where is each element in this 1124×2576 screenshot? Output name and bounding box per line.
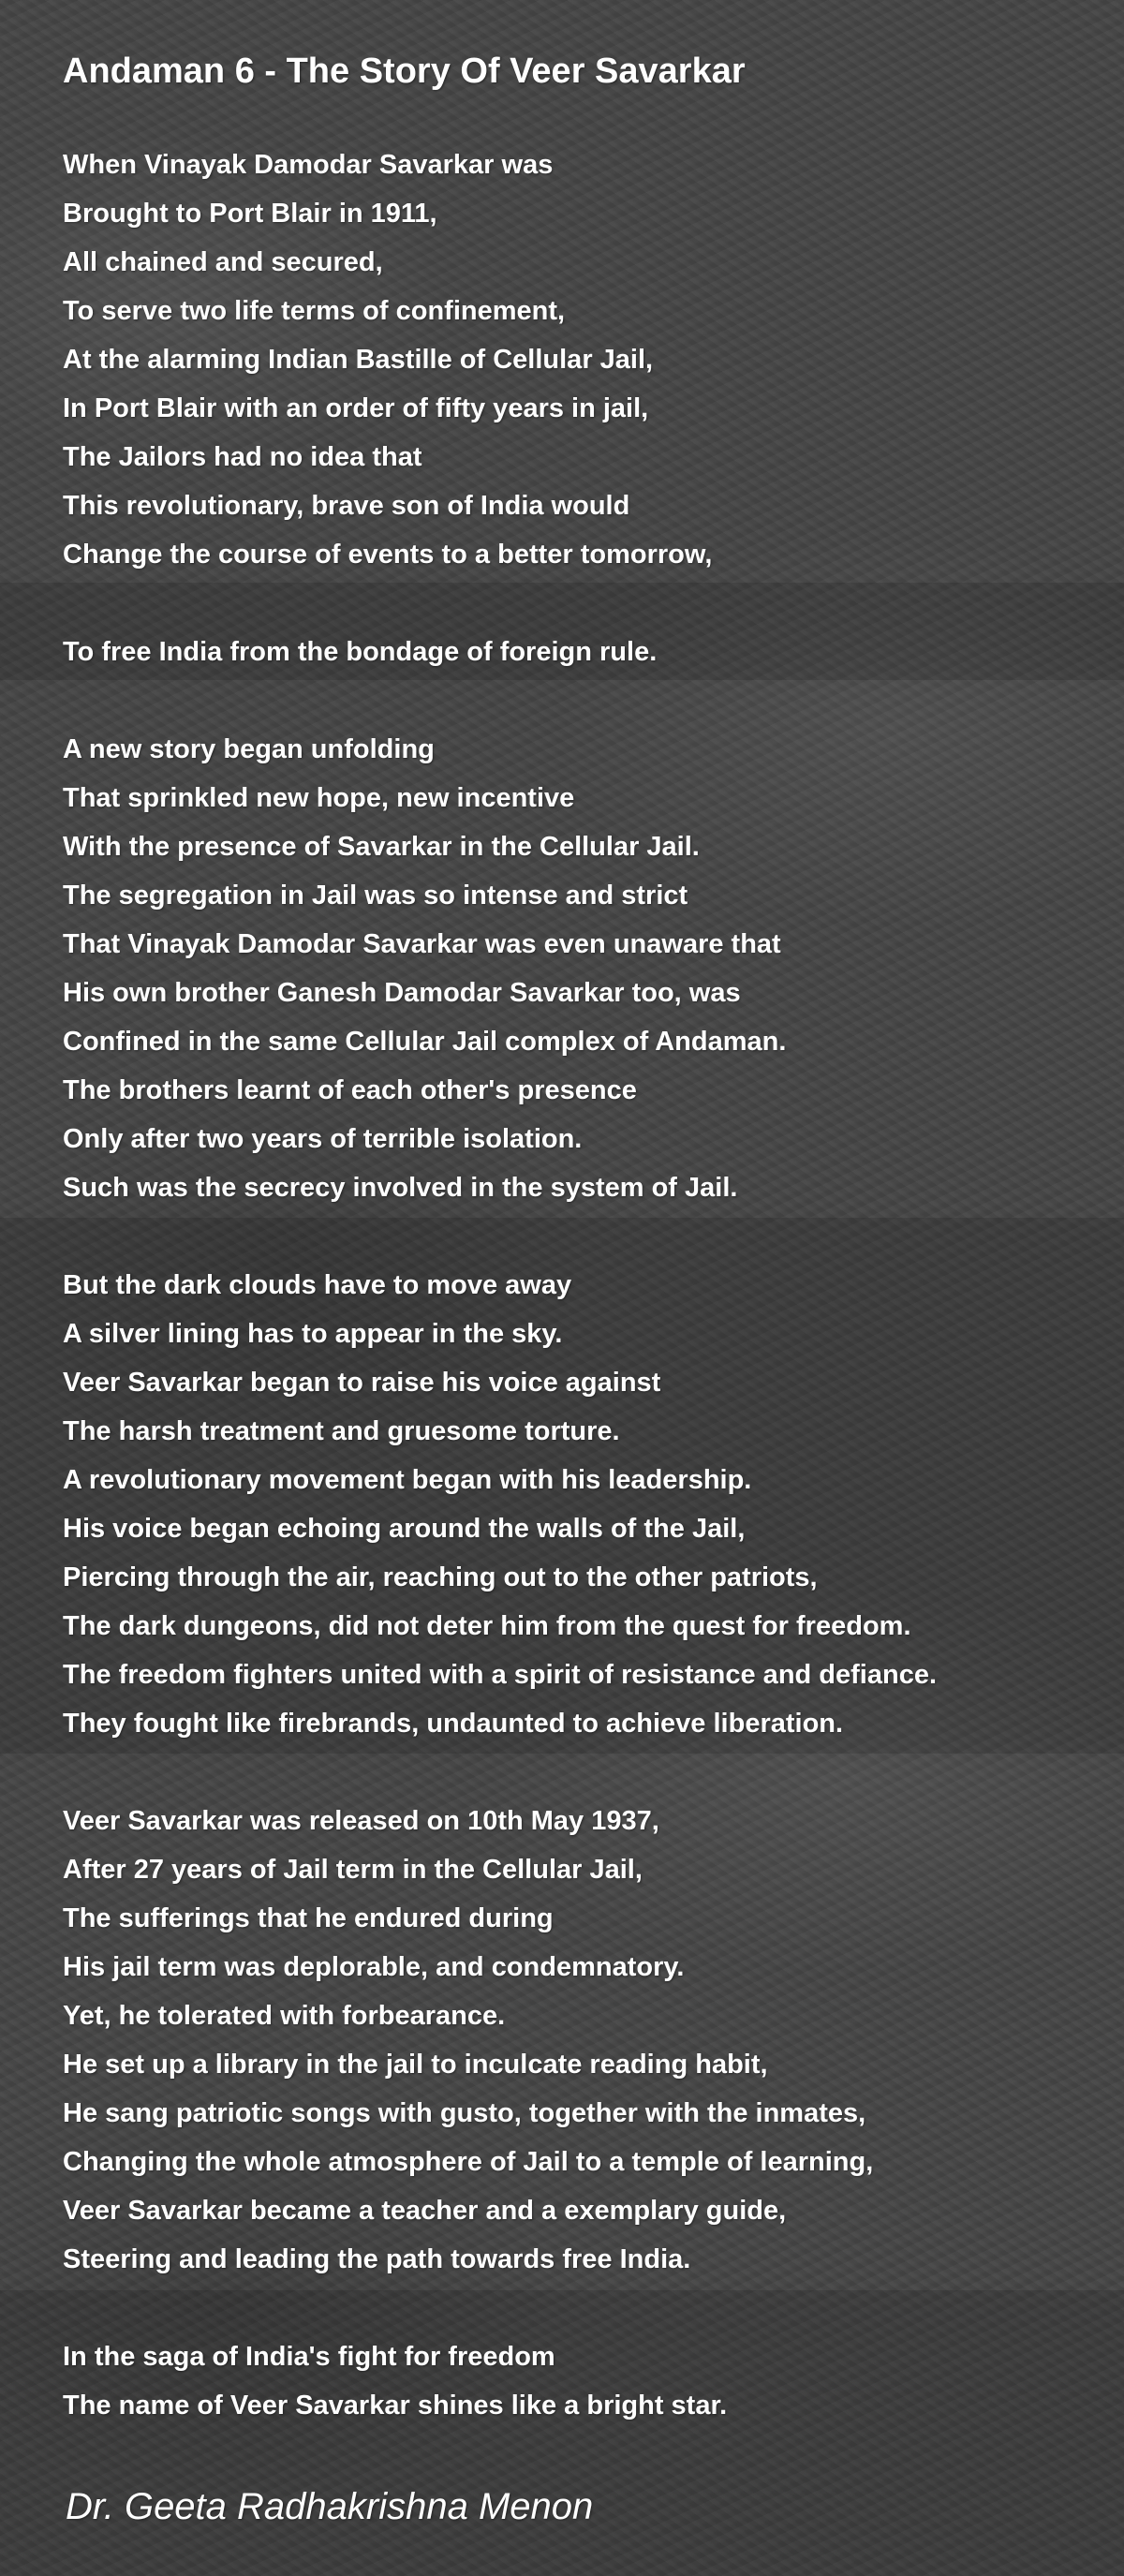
poem-line: All chained and secured, xyxy=(63,247,383,277)
poem-line: He sang patriotic songs with gusto, together with the inmates, xyxy=(63,2098,866,2128)
poem-line: They fought like firebrands, undaunted to achieve liberation. xyxy=(63,1709,844,1739)
poem-line: The freedom fighters united with a spirit of resistance and defiance. xyxy=(63,1660,938,1690)
stanza-gap xyxy=(63,2284,937,2332)
poem-line: The brothers learnt of each other's presence xyxy=(63,1075,637,1105)
poem-line: Veer Savarkar was released on 10th May 1937, xyxy=(63,1806,659,1836)
poem-line: Change the course of events to a better tomorrow, xyxy=(63,540,713,570)
poem-line: Such was the secrecy involved in the system of Jail. xyxy=(63,1173,738,1203)
poem-line: When Vinayak Damodar Savarkar was xyxy=(63,150,554,180)
poem-title: Andaman 6 - The Story Of Veer Savarkar xyxy=(63,52,746,91)
poem-body xyxy=(63,141,937,2430)
poem-line: After 27 years of Jail term in the Cellular Jail, xyxy=(63,1855,643,1885)
poem-line: To free India from the bondage of foreign rule. xyxy=(63,637,658,667)
poem-line: Brought to Port Blair in 1911, xyxy=(63,199,437,229)
poem-line: That Vinayak Damodar Savarkar was even unaware that xyxy=(63,929,781,959)
poem-line: Only after two years of terrible isolation. xyxy=(63,1124,583,1154)
poem-line: He set up a library in the jail to inculcate reading habit, xyxy=(63,2050,768,2080)
poem-line: A revolutionary movement began with his leadership. xyxy=(63,1465,752,1495)
poem-line: In Port Blair with an order of fifty years in jail, xyxy=(63,393,649,423)
poem-line: The Jailors had no idea that xyxy=(63,442,422,472)
poem-line: Confined in the same Cellular Jail complex of Andaman. xyxy=(63,1027,787,1057)
poem-line: Yet, he tolerated with forbearance. xyxy=(63,2001,506,2031)
poem-line: In the saga of India's fight for freedom xyxy=(63,2342,555,2372)
stanza-gap xyxy=(63,676,937,725)
poem-line: A silver lining has to appear in the sky. xyxy=(63,1319,563,1349)
poem-line: With the presence of Savarkar in the Cellular Jail. xyxy=(63,832,700,862)
poem-line: This revolutionary, brave son of India would xyxy=(63,491,630,521)
poem-line: The name of Veer Savarkar shines like a bright star. xyxy=(63,2391,728,2421)
poem-line: The dark dungeons, did not deter him from the quest for freedom. xyxy=(63,1611,911,1641)
stanza-gap xyxy=(63,1212,937,1261)
poem-line: The sufferings that he endured during xyxy=(63,1903,554,1933)
stanza-gap xyxy=(63,1748,937,1797)
poem-line: But the dark clouds have to move away xyxy=(63,1270,572,1300)
poem-line: The harsh treatment and gruesome torture. xyxy=(63,1416,620,1446)
poem-line: Veer Savarkar became a teacher and a exemplary guide, xyxy=(63,2196,787,2226)
poem-line: At the alarming Indian Bastille of Cellular Jail, xyxy=(63,345,654,375)
poem-line: His own brother Ganesh Damodar Savarkar too, was xyxy=(63,978,741,1008)
stanza-gap xyxy=(63,579,937,628)
poem-line: Veer Savarkar began to raise his voice against xyxy=(63,1368,661,1398)
poem-line: That sprinkled new hope, new incentive xyxy=(63,783,575,813)
poem-line: A new story began unfolding xyxy=(63,734,435,764)
poem-line: Piercing through the air, reaching out to the other patriots, xyxy=(63,1562,818,1592)
poem-line: Steering and leading the path towards free India. xyxy=(63,2244,691,2274)
poem-line: The segregation in Jail was so intense and strict xyxy=(63,881,688,910)
poem-line: To serve two life terms of confinement, xyxy=(63,296,566,326)
poem-line: Changing the whole atmosphere of Jail to a temple of learning, xyxy=(63,2147,874,2177)
poem-author: Dr. Geeta Radhakrishna Menon xyxy=(66,2486,594,2527)
poem-line: His jail term was deplorable, and condemnatory. xyxy=(63,1952,685,1982)
poem-line: His voice began echoing around the walls of the Jail, xyxy=(63,1514,746,1544)
